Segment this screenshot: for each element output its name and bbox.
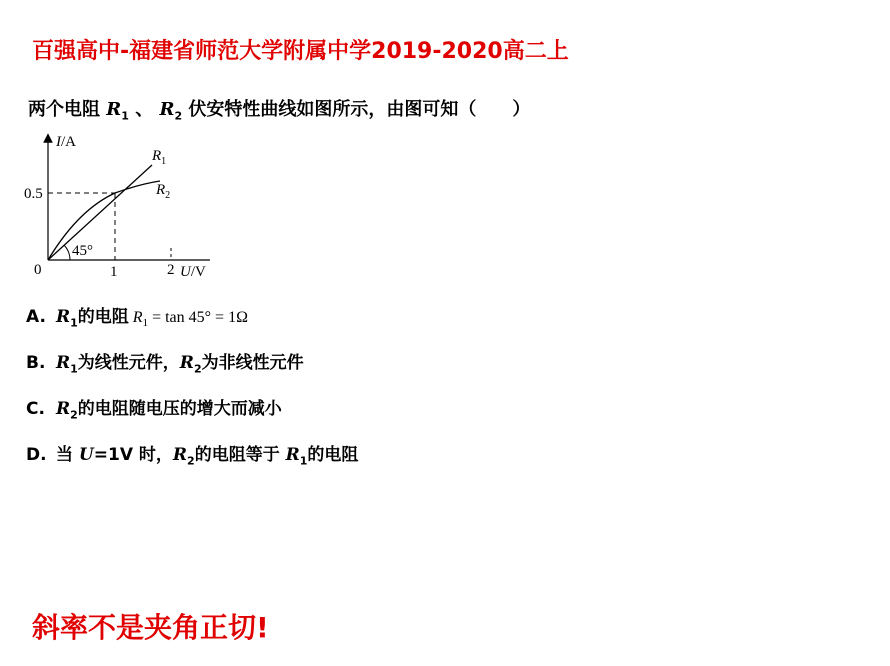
option-d[interactable] bbox=[26, 440, 358, 467]
option-d-r1: R bbox=[285, 445, 300, 465]
curve-r1-label: $R_1$ bbox=[152, 148, 167, 167]
question-suffix: 伏安特性曲线如图所示，由图可知（ ） bbox=[188, 99, 531, 120]
question-r2: R bbox=[159, 99, 175, 120]
option-b-text2: 为非线性元件 bbox=[201, 353, 304, 373]
option-b-r2-sub: 2 bbox=[193, 362, 202, 376]
option-d-text3: 的电阻等于 bbox=[194, 445, 286, 465]
option-c-r: R bbox=[56, 399, 71, 419]
page-title: 百强高中-福建省师范大学附属中学2019-2020高二上 bbox=[32, 39, 569, 64]
curve-r1 bbox=[48, 165, 152, 260]
option-c-text: 的电阻随电压的增大而减小 bbox=[77, 399, 282, 419]
angle-label: 45° bbox=[72, 243, 93, 259]
option-b-r1-sub: 1 bbox=[70, 362, 78, 376]
question-r2-sub: 2 bbox=[174, 109, 183, 123]
option-d-r1-sub: 1 bbox=[299, 454, 308, 468]
x-tick-1-label: 1 bbox=[110, 264, 118, 280]
y-tick-label: 0.5 bbox=[24, 186, 43, 202]
option-c[interactable] bbox=[26, 394, 282, 421]
question-r1: R bbox=[106, 99, 122, 120]
option-b-r1: R bbox=[56, 353, 71, 373]
option-a-r: R bbox=[56, 307, 71, 327]
option-a-text: 的电阻 bbox=[77, 307, 129, 327]
teacher-note: 斜率不是夹角正切! bbox=[32, 611, 269, 644]
option-d-text2: =1V 时， bbox=[93, 445, 173, 465]
question-prefix: 两个电阻 bbox=[28, 99, 100, 120]
question-stem bbox=[28, 95, 530, 123]
x-tick-2-label: 2 bbox=[167, 262, 175, 278]
y-axis-label: I/A bbox=[56, 134, 76, 150]
iv-graph bbox=[20, 130, 230, 280]
x-axis-label: U/V bbox=[180, 264, 206, 280]
option-b-letter: B. bbox=[26, 353, 46, 373]
curve-r2-label: $R_2$ bbox=[156, 182, 171, 201]
option-c-sub: 2 bbox=[70, 408, 78, 422]
option-d-text4: 的电阻 bbox=[307, 445, 359, 465]
option-c-letter: C. bbox=[26, 399, 45, 419]
option-d-letter: D. bbox=[26, 445, 47, 465]
option-d-u: U bbox=[78, 445, 94, 465]
option-b-r2: R bbox=[179, 353, 194, 373]
option-d-r2-sub: 2 bbox=[187, 454, 195, 468]
origin-label: 0 bbox=[34, 262, 42, 278]
option-d-r2: R bbox=[172, 445, 188, 465]
option-d-text1: 当 bbox=[56, 445, 79, 465]
option-a-letter: A. bbox=[26, 307, 46, 327]
question-sep: 、 bbox=[135, 99, 154, 120]
option-b[interactable] bbox=[26, 348, 304, 375]
option-a-sub: 1 bbox=[70, 316, 78, 330]
option-b-text1: 为线性元件， bbox=[77, 353, 180, 373]
option-a[interactable] bbox=[26, 302, 248, 329]
question-r1-sub: 1 bbox=[121, 109, 129, 123]
option-a-formula: $R_1 = \tan 45^\circ = 1\Omega$ bbox=[132, 309, 248, 330]
angle-arc bbox=[64, 245, 70, 260]
